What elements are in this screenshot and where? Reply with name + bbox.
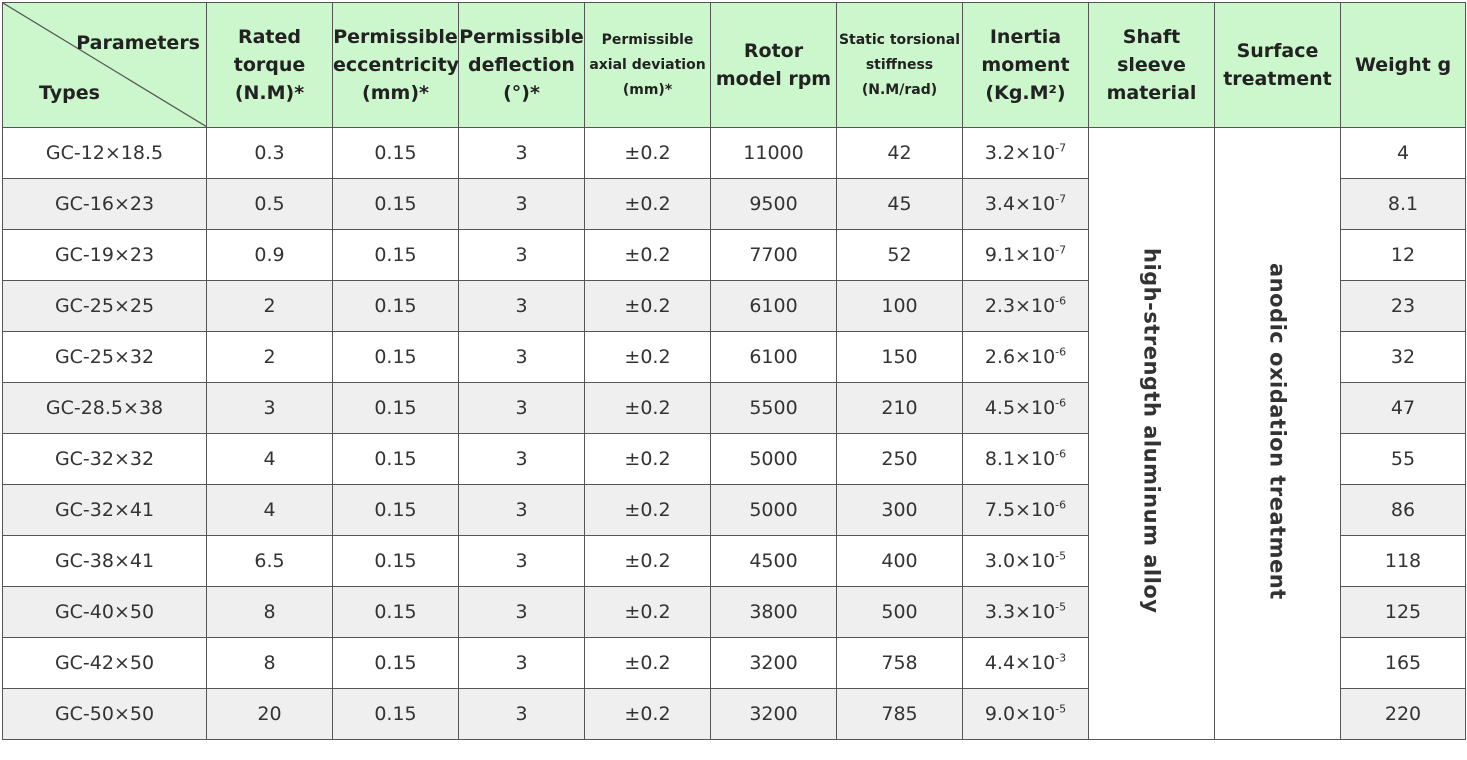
weight-cell: 12 (1341, 230, 1466, 281)
surface-treatment-text: anodic oxidation treatment (1265, 262, 1290, 600)
stiffness-cell: 500 (837, 587, 963, 638)
inertia-cell (963, 638, 1089, 689)
stiffness-cell: 300 (837, 485, 963, 536)
torque-cell: 0.5 (207, 179, 333, 230)
deflection-cell: 3 (459, 230, 585, 281)
inertia-base: 7.5×10 (984, 499, 1056, 521)
header-axial-deviation: Permissible axial deviation (mm)* (585, 3, 711, 128)
axial-deviation-cell: ±0.2 (585, 536, 711, 587)
inertia-cell (963, 383, 1089, 434)
inertia-cell (963, 281, 1089, 332)
inertia-base: 4.4×10 (984, 652, 1056, 674)
inertia-cell (963, 179, 1089, 230)
surface-treatment-cell (1215, 128, 1341, 740)
axial-deviation-cell: ±0.2 (585, 689, 711, 740)
stiffness-cell: 400 (837, 536, 963, 587)
rpm-cell: 11000 (711, 128, 837, 179)
header-diagonal-cell (3, 3, 207, 128)
stiffness-cell: 758 (837, 638, 963, 689)
weight-cell: 4 (1341, 128, 1466, 179)
inertia-base: 2.6×10 (984, 346, 1056, 368)
torque-cell: 3 (207, 383, 333, 434)
weight-cell: 55 (1341, 434, 1466, 485)
header-parameters-label: Parameters (76, 32, 200, 54)
torque-cell: 20 (207, 689, 333, 740)
rpm-cell: 9500 (711, 179, 837, 230)
deflection-cell: 3 (459, 587, 585, 638)
header-torsional-stiffness: Static torsional stiffness (N.M/rad) (837, 3, 963, 128)
inertia-base: 3.4×10 (984, 193, 1056, 215)
deflection-cell: 3 (459, 689, 585, 740)
inertia-base: 9.1×10 (984, 244, 1056, 266)
weight-cell: 125 (1341, 587, 1466, 638)
header-inertia-moment: Inertia moment (Kg.M²) (963, 3, 1089, 128)
type-cell: GC-42×50 (3, 638, 207, 689)
inertia-cell (963, 536, 1089, 587)
rpm-cell: 6100 (711, 281, 837, 332)
rpm-cell: 5500 (711, 383, 837, 434)
axial-deviation-cell: ±0.2 (585, 383, 711, 434)
weight-cell: 8.1 (1341, 179, 1466, 230)
stiffness-cell: 45 (837, 179, 963, 230)
torque-cell: 2 (207, 332, 333, 383)
type-cell: GC-25×25 (3, 281, 207, 332)
eccentricity-cell: 0.15 (333, 383, 459, 434)
eccentricity-cell: 0.15 (333, 587, 459, 638)
inertia-exponent: -6 (1055, 498, 1067, 512)
inertia-exponent: -5 (1055, 600, 1067, 614)
axial-deviation-cell: ±0.2 (585, 638, 711, 689)
axial-deviation-cell: ±0.2 (585, 179, 711, 230)
type-cell: GC-28.5×38 (3, 383, 207, 434)
torque-cell: 8 (207, 587, 333, 638)
torque-cell: 2 (207, 281, 333, 332)
stiffness-cell: 210 (837, 383, 963, 434)
inertia-base: 4.5×10 (984, 397, 1056, 419)
inertia-exponent: -7 (1055, 141, 1067, 155)
stiffness-cell: 250 (837, 434, 963, 485)
axial-deviation-cell: ±0.2 (585, 332, 711, 383)
coupling-spec-table (2, 2, 1466, 740)
deflection-cell: 3 (459, 485, 585, 536)
eccentricity-cell: 0.15 (333, 536, 459, 587)
inertia-base: 8.1×10 (984, 448, 1056, 470)
type-cell: GC-25×32 (3, 332, 207, 383)
sleeve-material-text: high-strength aluminum alloy (1139, 248, 1164, 614)
type-cell: GC-32×41 (3, 485, 207, 536)
eccentricity-cell: 0.15 (333, 689, 459, 740)
rpm-cell: 3200 (711, 638, 837, 689)
header-deflection: Permissible deflection (°)* (459, 3, 585, 128)
deflection-cell: 3 (459, 332, 585, 383)
torque-cell: 0.9 (207, 230, 333, 281)
inertia-base: 9.0×10 (984, 703, 1056, 725)
eccentricity-cell: 0.15 (333, 281, 459, 332)
rpm-cell: 4500 (711, 536, 837, 587)
weight-cell: 86 (1341, 485, 1466, 536)
header-rotor-rpm: Rotor model rpm (711, 3, 837, 128)
inertia-cell (963, 332, 1089, 383)
inertia-exponent: -6 (1055, 345, 1067, 359)
deflection-cell: 3 (459, 638, 585, 689)
inertia-cell (963, 230, 1089, 281)
header-weight: Weight g (1341, 3, 1466, 128)
torque-cell: 6.5 (207, 536, 333, 587)
weight-cell: 32 (1341, 332, 1466, 383)
eccentricity-cell: 0.15 (333, 128, 459, 179)
rpm-cell: 3800 (711, 587, 837, 638)
header-types-label: Types (39, 82, 100, 104)
deflection-cell: 3 (459, 383, 585, 434)
torque-cell: 4 (207, 434, 333, 485)
rpm-cell: 3200 (711, 689, 837, 740)
torque-cell: 0.3 (207, 128, 333, 179)
stiffness-cell: 150 (837, 332, 963, 383)
type-cell: GC-40×50 (3, 587, 207, 638)
inertia-cell (963, 485, 1089, 536)
rpm-cell: 5000 (711, 434, 837, 485)
type-cell: GC-19×23 (3, 230, 207, 281)
eccentricity-cell: 0.15 (333, 332, 459, 383)
axial-deviation-cell: ±0.2 (585, 128, 711, 179)
inertia-exponent: -3 (1055, 651, 1067, 665)
inertia-cell (963, 434, 1089, 485)
inertia-exponent: -7 (1055, 192, 1067, 206)
inertia-base: 3.0×10 (984, 550, 1056, 572)
torque-cell: 8 (207, 638, 333, 689)
inertia-cell (963, 587, 1089, 638)
axial-deviation-cell: ±0.2 (585, 281, 711, 332)
inertia-exponent: -6 (1055, 294, 1067, 308)
stiffness-cell: 785 (837, 689, 963, 740)
rpm-cell: 5000 (711, 485, 837, 536)
inertia-exponent: -7 (1055, 243, 1067, 257)
table-row (3, 128, 1466, 179)
eccentricity-cell: 0.15 (333, 434, 459, 485)
type-cell: GC-50×50 (3, 689, 207, 740)
axial-deviation-cell: ±0.2 (585, 485, 711, 536)
deflection-cell: 3 (459, 128, 585, 179)
table-body (3, 128, 1466, 740)
stiffness-cell: 42 (837, 128, 963, 179)
torque-cell: 4 (207, 485, 333, 536)
type-cell: GC-38×41 (3, 536, 207, 587)
inertia-exponent: -5 (1055, 549, 1067, 563)
inertia-cell (963, 128, 1089, 179)
inertia-base: 3.2×10 (984, 142, 1056, 164)
eccentricity-cell: 0.15 (333, 230, 459, 281)
inertia-exponent: -5 (1055, 702, 1067, 716)
type-cell: GC-16×23 (3, 179, 207, 230)
diagonal-line (3, 3, 207, 127)
inertia-exponent: -6 (1055, 447, 1067, 461)
eccentricity-cell: 0.15 (333, 179, 459, 230)
rpm-cell: 7700 (711, 230, 837, 281)
type-cell: GC-32×32 (3, 434, 207, 485)
header-sleeve-material: Shaft sleeve material (1089, 3, 1215, 128)
axial-deviation-cell: ±0.2 (585, 587, 711, 638)
header-row (3, 3, 1466, 128)
inertia-base: 2.3×10 (984, 295, 1056, 317)
inertia-exponent: -6 (1055, 396, 1067, 410)
stiffness-cell: 52 (837, 230, 963, 281)
deflection-cell: 3 (459, 179, 585, 230)
eccentricity-cell: 0.15 (333, 638, 459, 689)
rpm-cell: 6100 (711, 332, 837, 383)
deflection-cell: 3 (459, 281, 585, 332)
header-rated-torque: Rated torque (N.M)* (207, 3, 333, 128)
weight-cell: 165 (1341, 638, 1466, 689)
header-surface-treatment: Surface treatment (1215, 3, 1341, 128)
weight-cell: 118 (1341, 536, 1466, 587)
eccentricity-cell: 0.15 (333, 485, 459, 536)
inertia-base: 3.3×10 (984, 601, 1056, 623)
axial-deviation-cell: ±0.2 (585, 434, 711, 485)
deflection-cell: 3 (459, 434, 585, 485)
weight-cell: 23 (1341, 281, 1466, 332)
deflection-cell: 3 (459, 536, 585, 587)
header-eccentricity: Permissible eccentricity (mm)* (333, 3, 459, 128)
axial-deviation-cell: ±0.2 (585, 230, 711, 281)
type-cell: GC-12×18.5 (3, 128, 207, 179)
stiffness-cell: 100 (837, 281, 963, 332)
weight-cell: 47 (1341, 383, 1466, 434)
sleeve-material-cell (1089, 128, 1215, 740)
inertia-cell (963, 689, 1089, 740)
weight-cell: 220 (1341, 689, 1466, 740)
